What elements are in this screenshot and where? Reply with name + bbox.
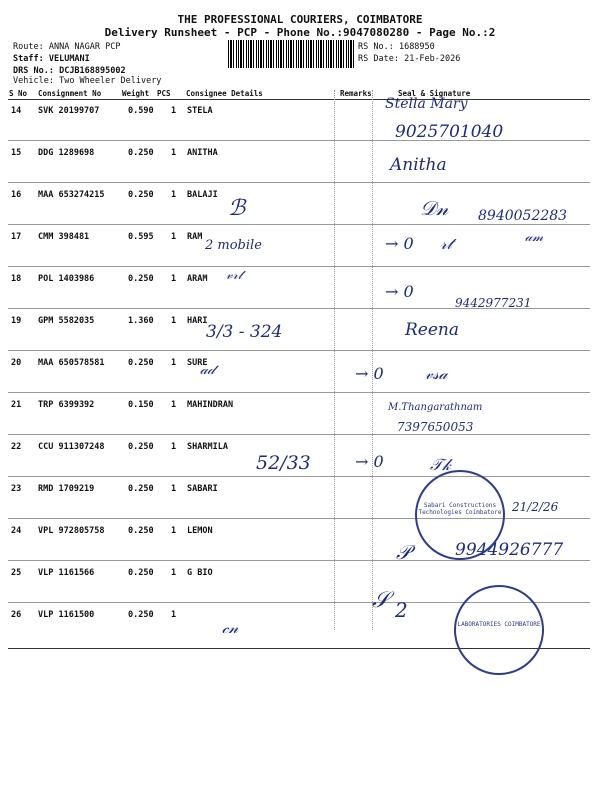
handwritten-signature: 𝓇𝓉	[440, 234, 453, 253]
barcode	[228, 40, 354, 68]
rs-no-line	[358, 42, 435, 52]
cell-consignee: MAHINDRAN	[187, 400, 234, 410]
handwritten-phone: 8940052283	[478, 208, 568, 224]
drs-label: DRS No.:	[13, 66, 54, 76]
runsheet-subtitle: Delivery Runsheet - PCP - Phone No.:9047080280 - Page No.:2	[104, 26, 496, 39]
cell-weight: 0.590	[128, 106, 154, 116]
staff-label: Staff:	[13, 54, 44, 64]
cell-consignee: HARI	[187, 316, 208, 326]
row-rule	[8, 182, 590, 183]
drs-value: DCJB168895002	[59, 66, 126, 76]
cell-consignment: SVK 20199707	[38, 106, 100, 116]
handwritten-phone: 7397650053	[397, 420, 474, 434]
cell-consignee: STELA	[187, 106, 213, 116]
handwritten-note: 52/33	[256, 452, 311, 474]
drs-line	[13, 66, 126, 76]
row-rule	[8, 434, 590, 435]
cell-sno: 24	[11, 526, 22, 536]
cell-sno: 23	[11, 484, 22, 494]
cell-pcs: 1	[171, 148, 177, 158]
cell-pcs: 1	[171, 232, 177, 242]
handwritten-phone: 9944926777	[455, 540, 564, 560]
cell-sno: 19	[11, 316, 22, 326]
cell-consignee: RAM	[187, 232, 203, 242]
cell-weight: 0.250	[128, 610, 154, 620]
row-rule	[8, 266, 590, 267]
laboratory-seal-stamp	[454, 585, 544, 675]
col-consignment: Consignment No	[38, 89, 102, 98]
staff-line	[13, 54, 90, 64]
cell-sno: 26	[11, 610, 22, 620]
handwritten-signature: Reena	[405, 320, 460, 340]
handwritten-signature: 𝒫	[396, 540, 411, 564]
col-seal-signature: Seal & Signature	[398, 89, 471, 98]
cell-consignment: VLP 1161500	[38, 610, 95, 620]
row-rule	[8, 560, 590, 561]
cell-pcs: 1	[171, 526, 177, 536]
cell-consignee: SURE	[187, 358, 208, 368]
cell-pcs: 1	[171, 274, 177, 284]
handwritten-signature: 𝓋𝓈𝒶	[425, 364, 448, 383]
handwritten-mark: → 0	[355, 364, 384, 383]
table-row	[0, 350, 600, 392]
row-rule	[8, 392, 590, 393]
col-pcs: PCS	[157, 89, 171, 98]
col-remarks: Remarks	[340, 89, 372, 98]
cell-pcs: 1	[171, 190, 177, 200]
cell-sno: 15	[11, 148, 22, 158]
cell-consignee: ANITHA	[187, 148, 218, 158]
vehicle-label: Vehicle:	[13, 76, 54, 86]
handwritten-note: 𝒶𝒹	[200, 362, 215, 378]
rs-date-line	[358, 54, 460, 64]
handwritten-note: 2 mobile	[205, 238, 262, 253]
row-rule	[8, 224, 590, 225]
cell-consignment: DDG 1289698	[38, 148, 95, 158]
cell-pcs: 1	[171, 316, 177, 326]
cell-sno: 22	[11, 442, 22, 452]
handwritten-initials: ℬ	[228, 196, 246, 221]
cell-weight: 0.250	[128, 148, 154, 158]
company-title: THE PROFESSIONAL COURIERS, COIMBATORE	[177, 13, 423, 26]
handwritten-mark: 2	[395, 598, 408, 622]
cell-pcs: 1	[171, 610, 177, 620]
cell-weight: 0.250	[128, 484, 154, 494]
cell-weight: 0.250	[128, 190, 154, 200]
handwritten-mark: → 0	[355, 452, 384, 471]
stamp-text: LABORATORIES COIMBATORE	[457, 621, 541, 628]
cell-pcs: 1	[171, 106, 177, 116]
rs-date-value: 21-Feb-2026	[404, 54, 461, 64]
table-row	[0, 308, 600, 350]
handwritten-signature: 𝒟𝓃	[420, 196, 449, 220]
company-seal-stamp	[415, 470, 505, 560]
cell-consignee: G BIO	[187, 568, 213, 578]
handwritten-note: 𝓋𝓇𝓉	[226, 268, 243, 283]
handwritten-mark: → 0	[385, 282, 414, 301]
staff-value: VELUMANI	[48, 54, 90, 64]
vehicle-value: Two Wheeler Delivery	[59, 76, 162, 86]
cell-consignment: TRP 6399392	[38, 400, 95, 410]
cell-consignee: LEMON	[187, 526, 213, 536]
col-weight: Weight	[122, 89, 150, 98]
cell-consignee: ARAM	[187, 274, 208, 284]
table-row	[0, 476, 600, 518]
handwritten-initials: 𝒸𝓃	[222, 618, 239, 637]
cell-weight: 0.250	[128, 358, 154, 368]
handwritten-signature: 𝒯𝓀	[430, 455, 451, 474]
stamp-text: Sabari Constructions Technologies Coimbatore	[418, 502, 502, 516]
cell-consignment: VLP 1161566	[38, 568, 95, 578]
cell-pcs: 1	[171, 358, 177, 368]
rs-no-label: RS No.:	[358, 42, 394, 52]
cell-pcs: 1	[171, 484, 177, 494]
col-sno: S No	[9, 89, 28, 98]
cell-sno: 21	[11, 400, 22, 410]
route-value: ANNA NAGAR PCP	[48, 42, 121, 52]
col-consignee: Consignee Details	[186, 89, 263, 98]
cell-consignment: MAA 650578581	[38, 358, 105, 368]
vehicle-line	[13, 76, 161, 86]
cell-weight: 0.250	[128, 568, 154, 578]
cell-weight: 0.250	[128, 274, 154, 284]
cell-weight: 0.250	[128, 526, 154, 536]
table-row	[0, 392, 600, 434]
cell-consignment: MAA 653274215	[38, 190, 105, 200]
cell-sno: 17	[11, 232, 22, 242]
handwritten-name: Stella Mary	[385, 96, 468, 112]
row-rule	[8, 350, 590, 351]
handwritten-mark: → 0	[385, 234, 414, 253]
rs-no-value: 1688950	[398, 42, 435, 52]
handwritten-note: 3/3 - 324	[206, 322, 283, 342]
cell-pcs: 1	[171, 400, 177, 410]
table-row	[0, 140, 600, 182]
cell-pcs: 1	[171, 568, 177, 578]
cell-consignment: CCU 911307248	[38, 442, 105, 452]
handwritten-name: M.Thangarathnam	[388, 402, 483, 413]
cell-weight: 0.250	[128, 442, 154, 452]
table-row	[0, 98, 600, 140]
route-line	[13, 42, 121, 52]
cell-sno: 16	[11, 190, 22, 200]
cell-sno: 14	[11, 106, 22, 116]
handwritten-phone: 9025701040	[395, 122, 504, 142]
route-label: Route:	[13, 42, 44, 52]
cell-consignee: SHARMILA	[187, 442, 228, 452]
handwritten-date: 21/2/26	[512, 500, 559, 514]
cell-consignment: CMM 398481	[38, 232, 90, 242]
cell-sno: 25	[11, 568, 22, 578]
handwritten-signature: 𝒶𝓂	[525, 230, 544, 245]
table-row	[0, 224, 600, 266]
cell-pcs: 1	[171, 442, 177, 452]
cell-sno: 18	[11, 274, 22, 284]
cell-weight: 0.150	[128, 400, 154, 410]
cell-sno: 20	[11, 358, 22, 368]
cell-weight: 1.360	[128, 316, 154, 326]
cell-consignee: BALAJI	[187, 190, 218, 200]
handwritten-signature: Anitha	[390, 155, 447, 175]
cell-consignment: GPM 5582035	[38, 316, 95, 326]
cell-consignee: SABARI	[187, 484, 218, 494]
cell-consignment: POL 1403986	[38, 274, 95, 284]
cell-consignment: RMD 1709219	[38, 484, 95, 494]
handwritten-phone: 9442977231	[455, 296, 532, 310]
handwritten-mark: 𝒮	[372, 588, 390, 613]
rs-date-label: RS Date:	[358, 54, 399, 64]
cell-consignment: VPL 972805758	[38, 526, 105, 536]
cell-weight: 0.595	[128, 232, 154, 242]
